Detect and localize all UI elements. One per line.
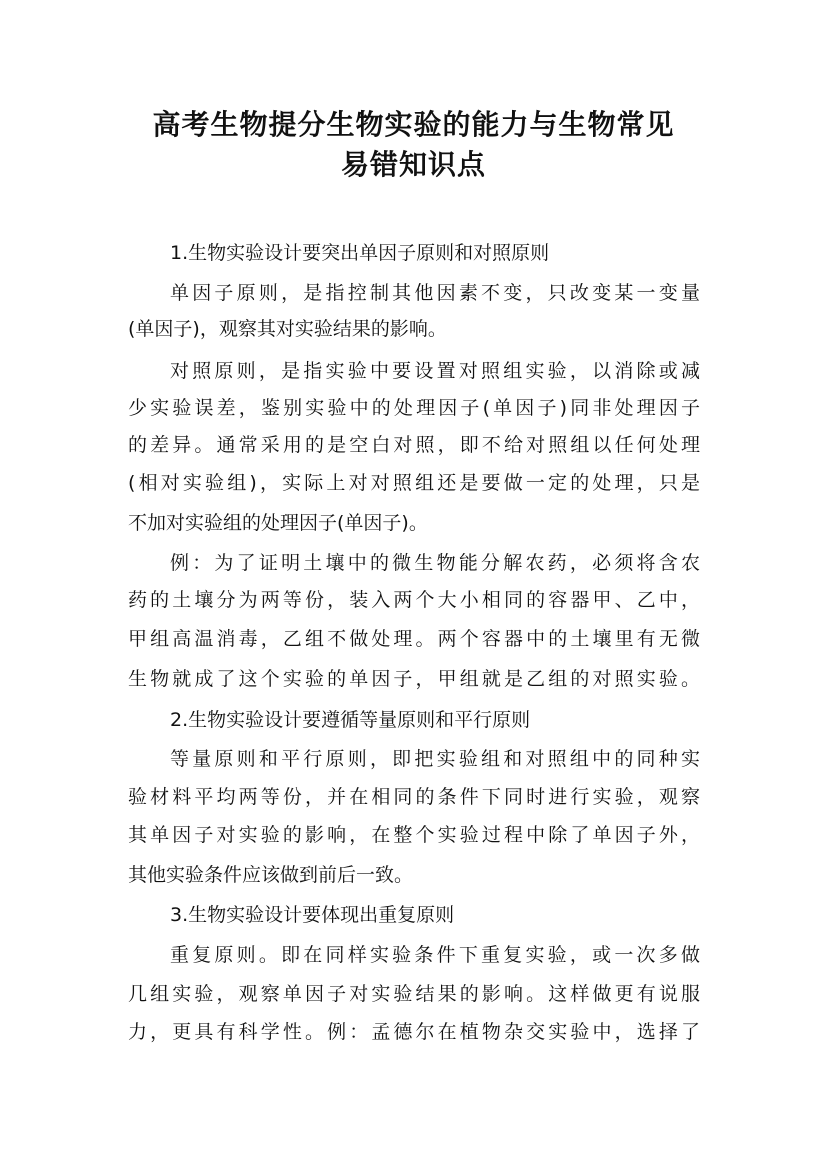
- paragraph-line: 的差异。通常采用的是空白对照，即不给对照组以任何处理: [128, 434, 700, 456]
- paragraph-line: 等量原则和平行原则，即把实验组和对照组中的同种实: [170, 748, 700, 770]
- paragraph-line: 重复原则。即在同样实验条件下重复实验，或一次多做: [170, 944, 700, 966]
- paragraph-line: 力，更具有科学性。例：孟德尔在植物杂交实验中，选择了: [128, 1021, 700, 1043]
- paragraph-line: 不加对实验组的处理因子(单因子)。: [128, 512, 428, 534]
- paragraph-line: 其他实验条件应该做到前后一致。: [128, 864, 414, 886]
- paragraph-line: (单因子)，观察其对实验结果的影响。: [128, 318, 447, 340]
- paragraph-line: (相对实验组)，实际上对对照组还是要做一定的处理，只是: [128, 472, 700, 494]
- paragraph-line: 其单因子对实验的影响，在整个实验过程中除了单因子外，: [128, 824, 700, 846]
- paragraph-line: 验材料平均两等份，并在相同的条件下同时进行实验，观察: [128, 786, 700, 808]
- document-title-line-1: 高考生物提分生物实验的能力与生物常见: [152, 108, 675, 141]
- paragraph-line: 药的土壤分为两等份，装入两个大小相同的容器甲、乙中，: [128, 589, 700, 611]
- section-heading-1: 1.生物实验设计要突出单因子原则和对照原则: [170, 242, 550, 264]
- paragraph-line: 例：为了证明土壤中的微生物能分解农药，必须将含农: [170, 552, 700, 574]
- paragraph-line: 几组实验，观察单因子对实验结果的影响。这样做更有说服: [128, 983, 700, 1005]
- paragraph-line: 少实验误差，鉴别实验中的处理因子(单因子)同非处理因子: [128, 397, 700, 419]
- section-heading-3: 3.生物实验设计要体现出重复原则: [170, 904, 455, 926]
- document-title-line-2: 易错知识点: [340, 148, 486, 181]
- section-heading-2: 2.生物实验设计要遵循等量原则和平行原则: [170, 709, 531, 731]
- paragraph-line: 对照原则，是指实验中要设置对照组实验，以消除或减: [170, 360, 700, 382]
- paragraph-line: 单因子原则，是指控制其他因素不变，只改变某一变量: [170, 282, 700, 304]
- paragraph-line: 生物就成了这个实验的单因子，甲组就是乙组的对照实验。: [128, 668, 700, 690]
- paragraph-line: 甲组高温消毒，乙组不做处理。两个容器中的土壤里有无微: [128, 628, 700, 650]
